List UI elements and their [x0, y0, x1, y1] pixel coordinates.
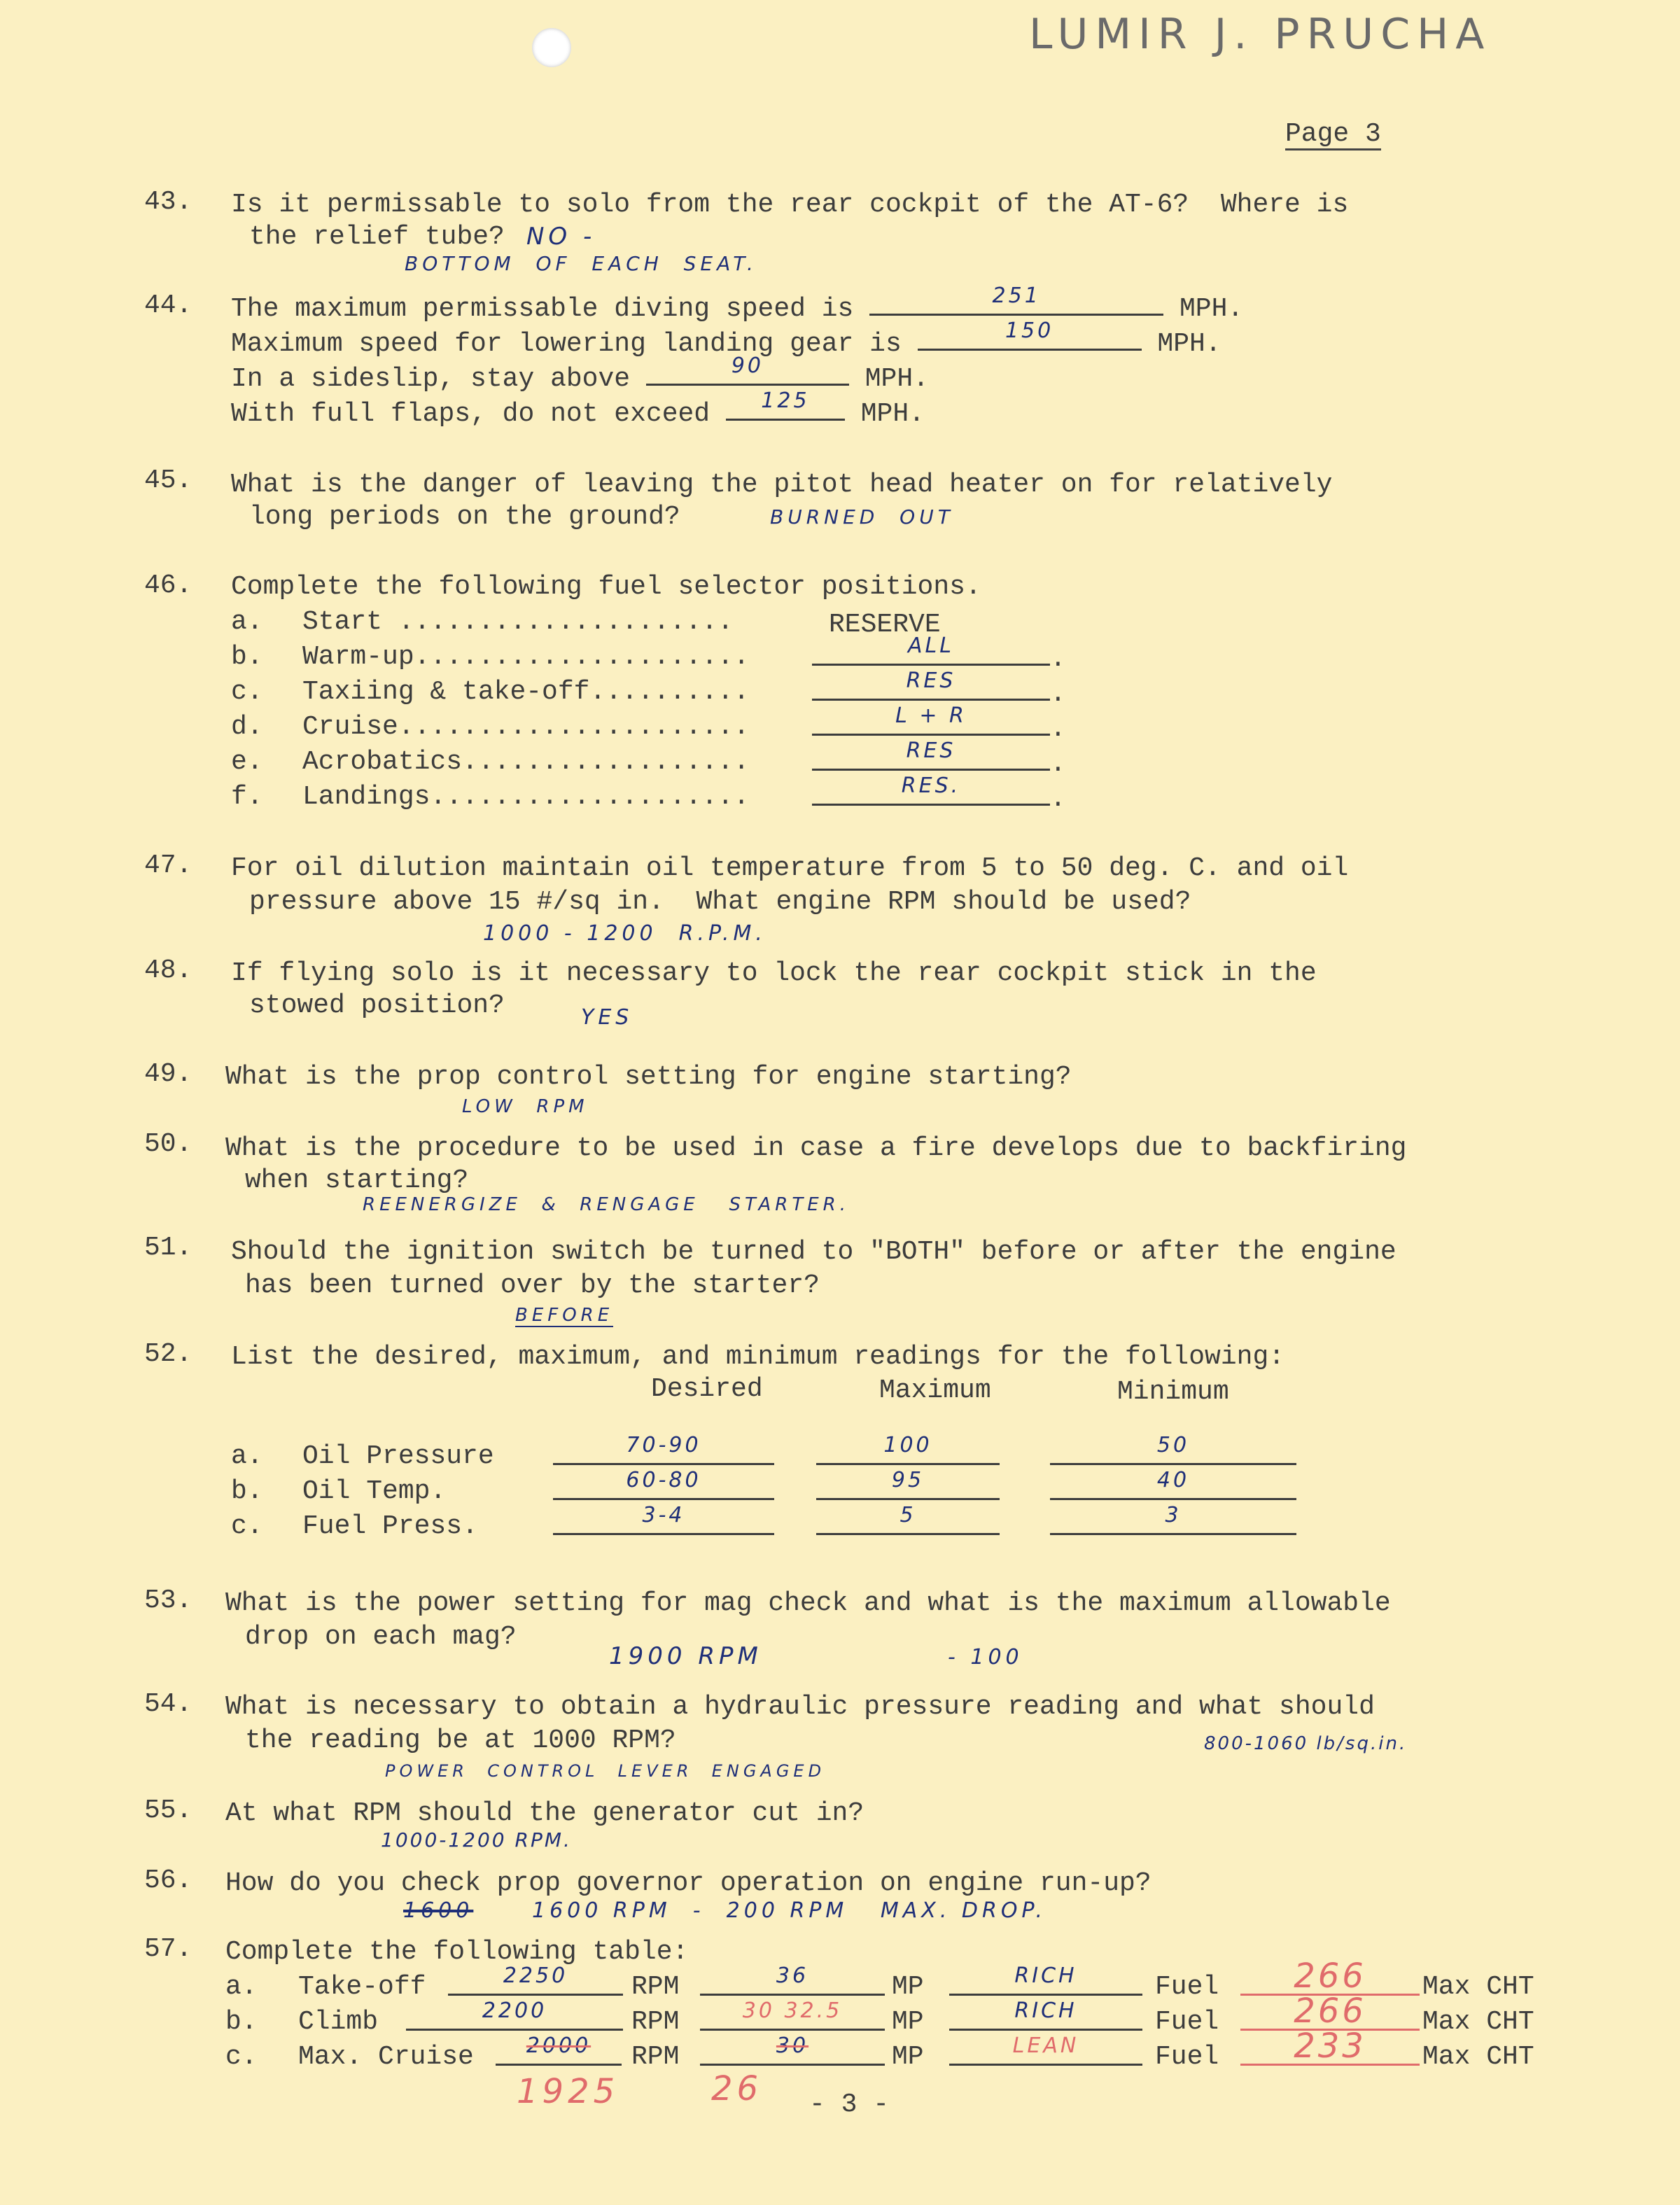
- q57-row-b-rpm-blank: [406, 1998, 623, 2031]
- q52-header-desired: Desired: [651, 1374, 763, 1404]
- q43-number: 43.: [144, 187, 192, 217]
- q46-item-d-letter: d.: [231, 712, 263, 742]
- q55-answer: 1000-1200 RPM.: [381, 1828, 572, 1851]
- q49-line1: What is the prop control setting for engine starting?: [225, 1062, 1072, 1092]
- q46-item-b-field: ALL .: [812, 641, 1066, 676]
- q52-row-b-minimum: 40: [1156, 1468, 1190, 1492]
- q52-number: 52.: [144, 1339, 192, 1369]
- q46-item-f-blank: [812, 774, 1050, 806]
- q57-red-note-mp: 26: [711, 2069, 763, 2108]
- q44-answer2: 150: [1004, 318, 1054, 343]
- q53-number: 53.: [144, 1586, 192, 1616]
- q52-row-a-desired-blank: [553, 1433, 774, 1465]
- q52-row-a-letter: a.: [231, 1441, 263, 1471]
- q52-line1: List the desired, maximum, and minimum readings for the following:: [231, 1342, 1285, 1372]
- q57-row-c-cht-blank: [1240, 2026, 1420, 2066]
- q48-number: 48.: [144, 955, 192, 986]
- q51-line1: Should the ignition switch be turned to "BOTH" before or after the engine: [231, 1237, 1396, 1267]
- q53-answer1: 1900 RPM: [609, 1642, 762, 1670]
- q52-row-a-maximum-blank: [816, 1433, 1000, 1465]
- q52-row-b-letter: b.: [231, 1476, 263, 1506]
- q57-red-note-rpm: 1925: [517, 2072, 620, 2111]
- q46-item-e-blank: [812, 738, 1050, 771]
- q57-row-a-mp: 36: [776, 1963, 809, 1988]
- q46-item-e-value: RES: [906, 738, 956, 763]
- q44-blank2: [918, 318, 1142, 351]
- q43-answer2: BOTTOM OF EACH SEAT.: [405, 252, 757, 275]
- q44-answer1: 251: [992, 284, 1041, 308]
- q44-number: 44.: [144, 290, 192, 321]
- q57-row-a-mp-unit: MP: [892, 1972, 924, 2002]
- q57-row-a-fuel-unit: Fuel: [1155, 1972, 1219, 2002]
- q52-row-c-minimum: 3: [1165, 1503, 1182, 1527]
- q46-item-c-label: Taxiing & take-off..........: [302, 677, 750, 707]
- q54-line2: the reading be at 1000 RPM?: [245, 1726, 676, 1756]
- q52-row-a-minimum: 50: [1156, 1433, 1190, 1457]
- q46-item-d-value: L + R: [895, 704, 967, 728]
- q52-row-b-maximum-blank: [816, 1468, 1000, 1500]
- q45-line2: long periods on the ground?: [249, 502, 680, 532]
- q47-number: 47.: [144, 850, 192, 881]
- q46-item-a-value: RESERVE: [829, 610, 941, 640]
- q52-row-b-desired: 60-80: [626, 1468, 701, 1492]
- q46-item-f-letter: f.: [231, 782, 263, 812]
- q52-row-a-maximum: 100: [883, 1433, 932, 1457]
- q52-row-c-maximum-field: [816, 1503, 1000, 1545]
- q44-unit2: MPH.: [1157, 329, 1222, 359]
- q54-line1: What is necessary to obtain a hydraulic pressure reading and what should: [225, 1692, 1375, 1722]
- q52-row-c-minimum-blank: [1050, 1503, 1296, 1535]
- q44-answer3: 90: [731, 354, 764, 378]
- q44-text1: The maximum permissable diving speed is: [231, 294, 854, 324]
- q45-number: 45.: [144, 465, 192, 496]
- q52-row-c-maximum: 5: [899, 1503, 916, 1527]
- q44-blank4: [726, 388, 845, 421]
- q52-row-c-maximum-blank: [816, 1503, 1000, 1535]
- q51-line2: has been turned over by the starter?: [245, 1270, 820, 1301]
- q54-number: 54.: [144, 1689, 192, 1719]
- q46-item-c-value: RES: [906, 668, 956, 693]
- q57-row-a-rpm-blank: [448, 1963, 623, 1996]
- q46-line1: Complete the following fuel selector positions.: [231, 572, 981, 602]
- signature: LUMIR J. PRUCHA: [1029, 10, 1492, 59]
- q51-answer: BEFORE: [515, 1305, 614, 1326]
- q45-answer: BURNED OUT: [770, 505, 954, 528]
- q46-number: 46.: [144, 570, 192, 601]
- q57-row-c-rpm-field: [496, 2033, 622, 2076]
- q57-row-a-label: Take-off: [298, 1972, 426, 2002]
- q46-item-f-value: RES.: [901, 774, 961, 798]
- q44-text3: In a sideslip, stay above: [231, 364, 631, 394]
- q46-item-a-letter: a.: [231, 607, 263, 637]
- q57-row-b-rpm-unit: RPM: [631, 2007, 680, 2037]
- q46-item-f-label: Landings....................: [302, 782, 750, 812]
- q46-item-f-field: RES. .: [812, 781, 1066, 816]
- q43-line2: the relief tube?: [249, 222, 505, 252]
- q50-line1: What is the procedure to be used in case a fire develops due to backfiring: [225, 1133, 1407, 1163]
- q46-item-c-blank: [812, 668, 1050, 701]
- q57-row-b-label: Climb: [298, 2007, 379, 2037]
- q46-item-e-letter: e.: [231, 747, 263, 777]
- q53-line1: What is the power setting for mag check and what is the maximum allowable: [225, 1588, 1391, 1618]
- q43-line1: Is it permissable to solo from the rear cockpit of the AT-6? Where is: [231, 190, 1349, 220]
- q53-answer2: - 100: [948, 1645, 1023, 1670]
- q49-number: 49.: [144, 1059, 192, 1089]
- q57-row-b-fuel: RICH: [1014, 1998, 1077, 2023]
- q57-row-c-rpm: 2000: [526, 2033, 592, 2058]
- q46-item-e-field: RES .: [812, 746, 1066, 780]
- q52-row-c-label: Fuel Press.: [302, 1511, 478, 1541]
- q46-item-a-label: Start .....................: [302, 607, 734, 637]
- q47-line2: pressure above 15 #/sq in. What engine RPM should be used?: [249, 887, 1191, 917]
- q45-line1: What is the danger of leaving the pitot head heater on for relatively: [231, 470, 1333, 500]
- q57-line1: Complete the following table:: [225, 1937, 689, 1967]
- q57-row-c-fuel-blank: [949, 2033, 1142, 2066]
- q52-row-c-desired-blank: [553, 1503, 774, 1535]
- q48-line2: stowed position?: [249, 990, 505, 1021]
- q52-row-b-minimum-blank: [1050, 1468, 1296, 1500]
- q57-row-b-letter: b.: [225, 2007, 258, 2037]
- q52-row-b-desired-blank: [553, 1468, 774, 1500]
- q57-row-b-fuel-unit: Fuel: [1155, 2007, 1219, 2037]
- q46-item-c-field: RES .: [812, 676, 1066, 710]
- q46-item-b-blank: [812, 634, 1050, 666]
- q57-row-b-rpm: 2200: [482, 1998, 547, 2023]
- q57-row-a-cht-unit: Max CHT: [1422, 1972, 1534, 2002]
- q57-row-c-rpm-unit: RPM: [631, 2042, 680, 2072]
- q43-answer1: NO -: [526, 223, 596, 251]
- page-number: - 3 -: [809, 2090, 890, 2120]
- q46-item-c-letter: c.: [231, 677, 263, 707]
- q46-item-b-value: ALL: [908, 634, 954, 658]
- q55-number: 55.: [144, 1795, 192, 1826]
- q52-row-a-label: Oil Pressure: [302, 1441, 494, 1471]
- q49-answer: LOW RPM: [462, 1096, 589, 1117]
- q52-row-c-minimum-field: [1050, 1503, 1296, 1545]
- q47-line1: For oil dilution maintain oil temperature from 5 to 50 deg. C. and oil: [231, 853, 1349, 883]
- q57-row-b-mp: 30 32.5: [742, 1998, 843, 2023]
- q57-row-c-cht-unit: Max CHT: [1422, 2042, 1534, 2072]
- q52-row-c-letter: c.: [231, 1511, 263, 1541]
- q44-blank1: [869, 284, 1163, 316]
- q57-row-c-fuel: LEAN: [1012, 2033, 1079, 2058]
- q57-row-a-letter: a.: [225, 1972, 258, 2002]
- q57-number: 57.: [144, 1934, 192, 1964]
- q44-text2: Maximum speed for lowering landing gear is: [231, 329, 902, 359]
- q56-answer: 1600 RPM - 200 RPM MAX. DROP.: [532, 1898, 1046, 1923]
- q52-row-a-minimum-blank: [1050, 1433, 1296, 1465]
- q57-row-c-fuel-field: [949, 2033, 1142, 2076]
- q44-text4: With full flaps, do not exceed: [231, 399, 710, 429]
- q52-row-b-label: Oil Temp.: [302, 1476, 447, 1506]
- q57-row-c-mp-blank: [700, 2033, 885, 2066]
- q57-row-c-letter: c.: [225, 2042, 258, 2072]
- q46-item-b-label: Warm-up.....................: [302, 642, 750, 672]
- q57-row-a-cht: 266: [1294, 1956, 1366, 1996]
- q57-row-b-cht: 266: [1294, 1991, 1366, 2031]
- q50-number: 50.: [144, 1129, 192, 1159]
- q56-line1: How do you check prop governor operation on engine run-up?: [225, 1868, 1152, 1898]
- q52-header-maximum: Maximum: [879, 1376, 991, 1406]
- q57-row-c-mp: 30: [776, 2033, 809, 2058]
- q48-line1: If flying solo is it necessary to lock the rear cockpit stick in the: [231, 958, 1317, 988]
- q51-number: 51.: [144, 1233, 192, 1263]
- q57-row-b-cht-unit: Max CHT: [1422, 2007, 1534, 2037]
- q57-row-c-cht-field: [1240, 2026, 1420, 2076]
- q44-unit3: MPH.: [864, 364, 929, 394]
- q57-row-a-fuel-blank: [949, 1963, 1142, 1996]
- q44-unit1: MPH.: [1179, 294, 1244, 324]
- page-label: Page 3: [1285, 119, 1381, 149]
- q46-item-d-label: Cruise......................: [302, 712, 750, 742]
- q57-row-c-mp-unit: MP: [892, 2042, 924, 2072]
- q57-row-a-rpm: 2250: [503, 1963, 568, 1988]
- q44-unit4: MPH.: [860, 399, 925, 429]
- q52-row-a-desired: 70-90: [626, 1433, 701, 1457]
- q57-row-a-mp-blank: [700, 1963, 885, 1996]
- q56-number: 56.: [144, 1865, 192, 1896]
- q46-item-b-letter: b.: [231, 642, 263, 672]
- q52-row-c-desired: 3-4: [642, 1503, 685, 1527]
- q57-row-c-label: Max. Cruise: [298, 2042, 474, 2072]
- q52-row-c-desired-field: [553, 1503, 774, 1545]
- q53-line2: drop on each mag?: [245, 1622, 517, 1652]
- q57-row-c-rpm-blank: [496, 2033, 622, 2066]
- q48-answer: YES: [581, 1005, 634, 1030]
- q57-row-b-mp-unit: MP: [892, 2007, 924, 2037]
- q50-answer: REENERGIZE & RENGAGE STARTER.: [363, 1194, 850, 1215]
- q56-struck-answer: 1600: [403, 1898, 474, 1923]
- q46-item-d-field: L + R .: [812, 711, 1066, 746]
- q57-row-b-mp-blank: [700, 1998, 885, 2031]
- q46-item-d-blank: [812, 704, 1050, 736]
- q50-line2: when starting?: [245, 1166, 469, 1196]
- q54-answer1: 800-1060 lb/sq.in.: [1204, 1733, 1408, 1754]
- q57-row-c-fuel-unit: Fuel: [1155, 2042, 1219, 2072]
- q54-answer2: POWER CONTROL LEVER ENGAGED: [385, 1761, 826, 1781]
- q44-line4: [231, 388, 925, 430]
- q44-blank3: [646, 354, 849, 386]
- q46-item-e-label: Acrobatics..................: [302, 747, 750, 777]
- punch-hole: [532, 28, 571, 67]
- q57-row-c-cht: 233: [1294, 2026, 1366, 2066]
- q57-row-b-fuel-blank: [949, 1998, 1142, 2031]
- q52-row-b-maximum: 95: [891, 1468, 925, 1492]
- q52-header-minimum: Minimum: [1117, 1377, 1229, 1407]
- q57-row-a-fuel: RICH: [1014, 1963, 1077, 1988]
- q47-answer: 1000 - 1200 R.P.M.: [483, 921, 766, 946]
- q57-row-a-rpm-unit: RPM: [631, 1972, 680, 2002]
- q55-line1: At what RPM should the generator cut in?: [225, 1798, 864, 1828]
- q44-answer4: 125: [761, 388, 810, 413]
